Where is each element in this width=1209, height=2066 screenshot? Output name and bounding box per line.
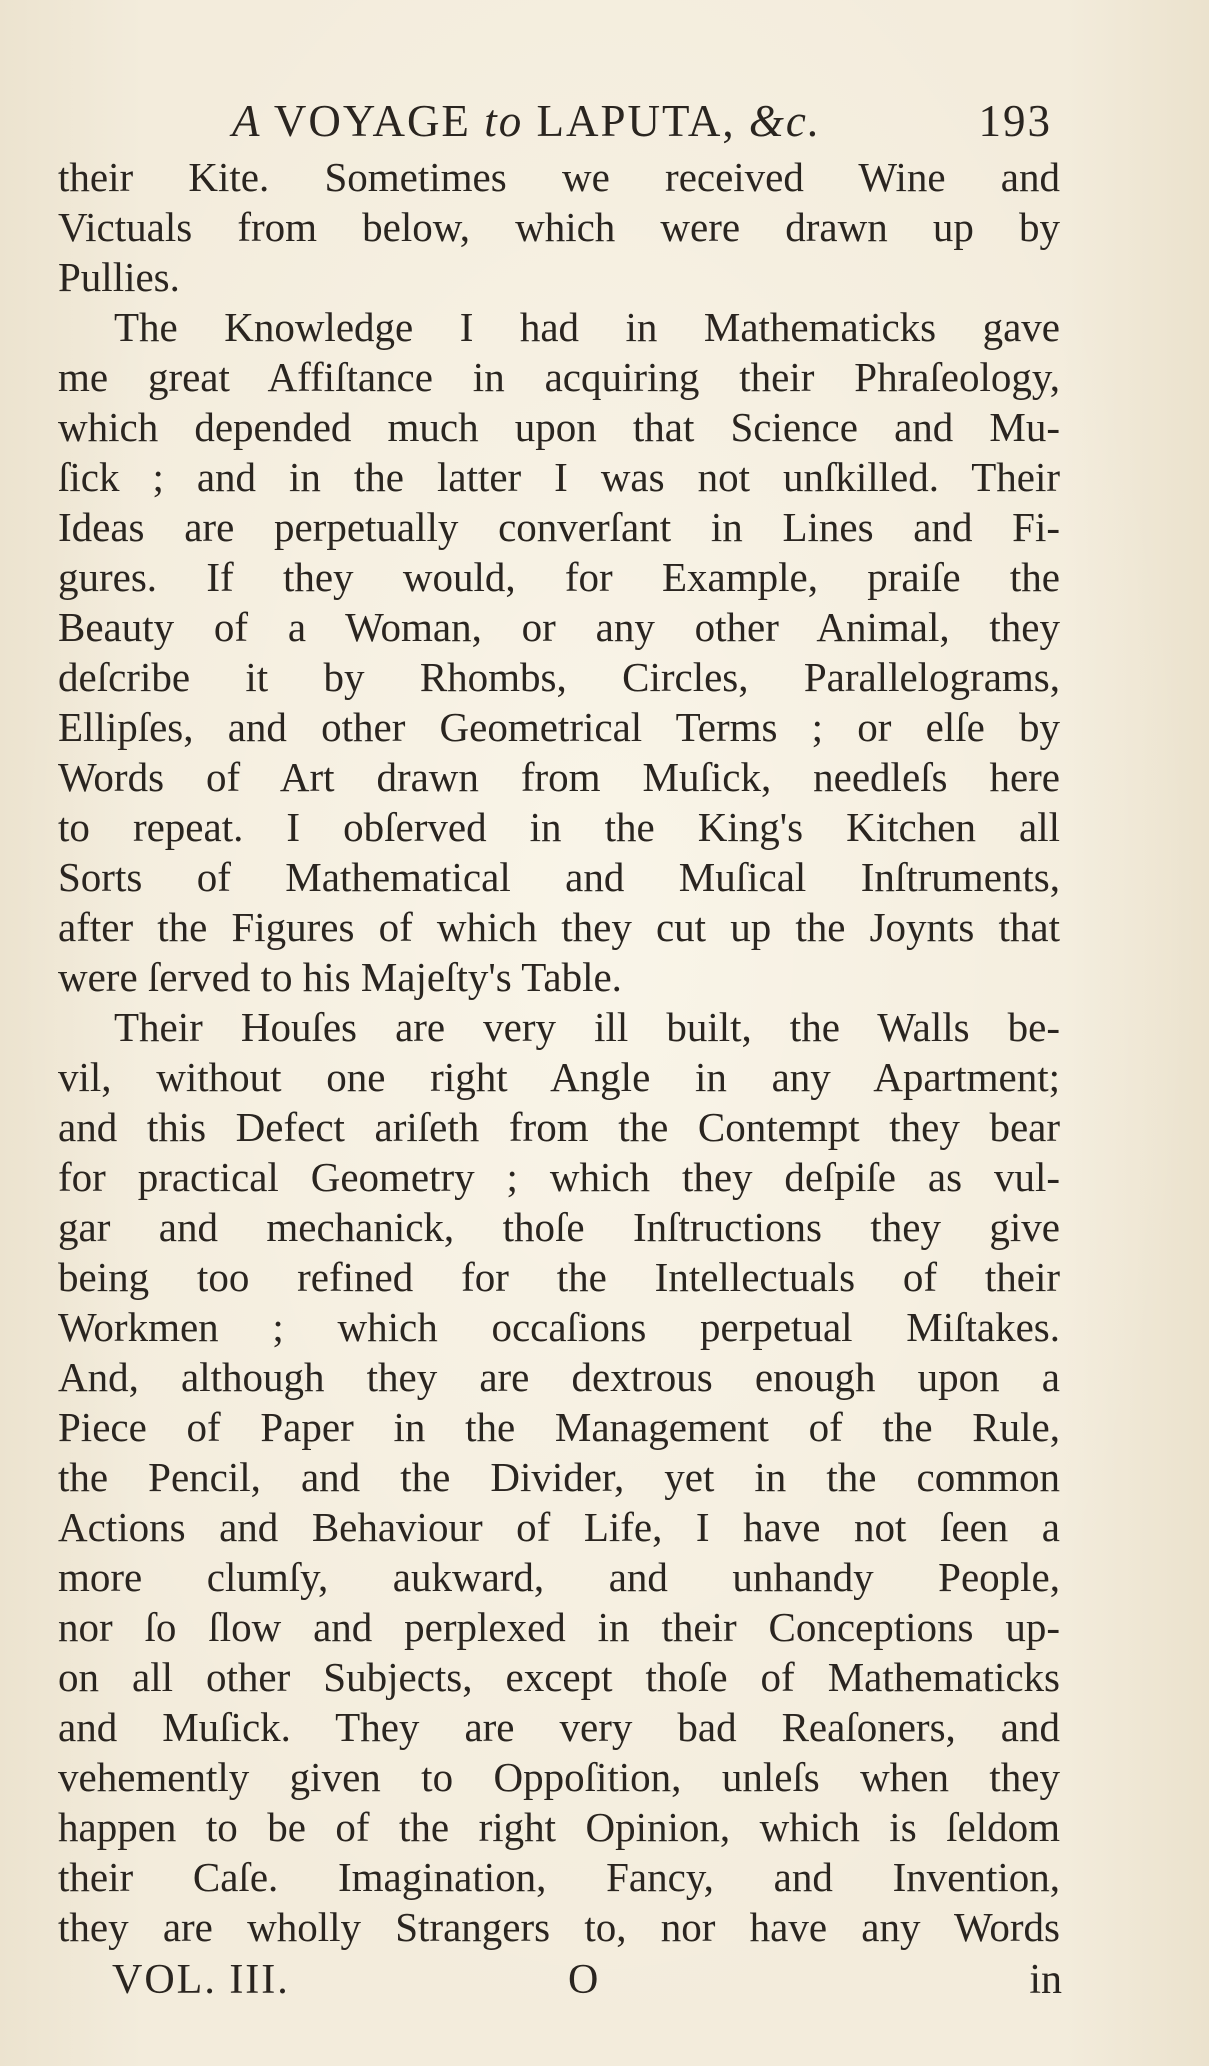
text-line: and this Defect ariſeth from the Contempt they bear — [58, 1104, 1060, 1150]
text-line: gures. If they would, for Example, praiſe the — [58, 554, 1060, 600]
text-line: the Pencil, and the Divider, yet in the common — [58, 1454, 1060, 1500]
text-line: they are wholly Strangers to, nor have any Words — [58, 1904, 1060, 1950]
text-line: Actions and Behaviour of Life, I have not ſeen a — [58, 1504, 1060, 1550]
text-line: And, although they are dextrous enough upon a — [58, 1354, 1060, 1400]
text-line: Sorts of Mathematical and Muſical Inſtruments, — [58, 854, 1060, 900]
text-line: Workmen ; which occaſions perpetual Miſtakes. — [58, 1304, 1060, 1350]
catchword: in — [1029, 1957, 1062, 2003]
running-head-title-etc: &c. — [748, 96, 822, 146]
body-text — [58, 152, 1060, 1952]
running-head-title-voyage: VOYAGE — [261, 96, 485, 146]
signature-mark: O — [568, 1957, 599, 2003]
text-line: Victuals from below, which were drawn up by — [58, 204, 1060, 250]
text-line: more clumſy, aukward, and unhandy People, — [58, 1554, 1060, 1600]
text-line: Ideas are perpetually converſant in Lines and Fi- — [58, 504, 1060, 550]
page-number: 193 — [978, 96, 1052, 146]
text-line: Words of Art drawn from Muſick, needleſs here — [58, 754, 1060, 800]
text-line: being too refined for the Intellectuals of their — [58, 1254, 1060, 1300]
text-line: which depended much upon that Science and Mu- — [58, 404, 1060, 450]
text-line: happen to be of the right Opinion, which is ſeldom — [58, 1804, 1060, 1850]
text-line: were ſerved to his Majeſty's Table. — [58, 954, 622, 1000]
running-head — [232, 92, 1052, 150]
text-line: and Muſick. They are very bad Reaſoners, and — [58, 1704, 1060, 1750]
text-line: The Knowledge I had in Mathematicks gave — [114, 304, 1060, 350]
running-head-title — [232, 92, 821, 150]
page-footer — [112, 1952, 1062, 2008]
text-line: nor ſo ſlow and perplexed in their Conceptions up- — [58, 1604, 1060, 1650]
text-line: on all other Subjects, except thoſe of Mathematicks — [58, 1654, 1060, 1700]
text-line: Piece of Paper in the Management of the Rule, — [58, 1404, 1060, 1450]
text-line: their Caſe. Imagination, Fancy, and Invention, — [58, 1854, 1060, 1900]
text-line: Ellipſes, and other Geometrical Terms ; or elſe by — [58, 704, 1060, 750]
text-line: ſick ; and in the latter I was not unſkilled. Their — [58, 454, 1060, 500]
text-line: their Kite. Sometimes we received Wine and — [58, 154, 1060, 200]
text-line: after the Figures of which they cut up the Joynts that — [58, 904, 1060, 950]
text-line: Their Houſes are very ill built, the Walls be- — [114, 1004, 1060, 1050]
text-line: to repeat. I obſerved in the King's Kitchen all — [58, 804, 1060, 850]
text-line: vehemently given to Oppoſition, unleſs when they — [58, 1754, 1060, 1800]
text-line: vil, without one right Angle in any Apartment; — [58, 1054, 1060, 1100]
text-line: for practical Geometry ; which they deſpiſe as vul- — [58, 1154, 1060, 1200]
text-line: gar and mechanick, thoſe Inſtructions they give — [58, 1204, 1060, 1250]
text-line: Beauty of a Woman, or any other Animal, they — [58, 604, 1060, 650]
running-head-title-a: A — [232, 96, 262, 146]
volume-label: VOL. III. — [112, 1957, 290, 2003]
running-head-title-laputa: LAPUTA, — [523, 96, 749, 146]
running-head-title-to: to — [484, 96, 524, 146]
text-line: deſcribe it by Rhombs, Circles, Parallelograms, — [58, 654, 1060, 700]
text-line: Pullies. — [58, 254, 180, 300]
text-line: me great Affiſtance in acquiring their Phraſeology, — [58, 354, 1060, 400]
